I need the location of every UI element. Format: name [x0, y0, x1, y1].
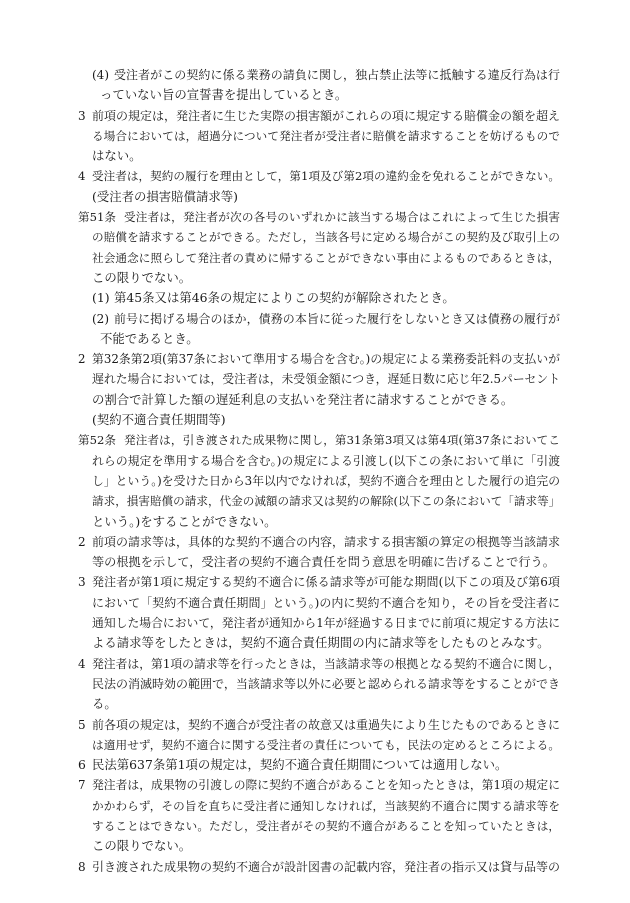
paragraph-number: 4: [78, 169, 86, 184]
text-line: において「契約不適合責任期間」という。)の内に契約不適合を知り，その旨を受注者に: [92, 595, 560, 610]
paragraph-number: 6: [78, 757, 86, 773]
text-line: 通知した場合において，発注者が通知から1年が経過する日までに前項に規定する方法に: [92, 616, 560, 631]
text-line: し」という。)を受けた日から3年以内でなければ，契約不適合を理由とした履行の追完の: [92, 473, 560, 488]
text-line: は適用せず，契約不適合に関する受注者の責任についても，民法の定めるところによる。: [92, 737, 560, 752]
text-line: 不能であるとき。: [100, 330, 199, 346]
subitem-number: (1): [92, 290, 110, 306]
article-caption: (契約不適合責任期間等): [92, 412, 226, 428]
article-number: 第51条: [78, 210, 116, 225]
text-line: という。)をすることができない。: [92, 513, 277, 529]
subitem-2: (2) 前号に掲げる場合のほか，債務の本旨に従った履行をしないとき又は債務の履行が: [78, 309, 560, 329]
paragraph-8: 8 引き渡された成果物の契約不適合が設計図書の記載内容，発注者の指示又は貸与品等の: [78, 857, 560, 877]
text-line: 等の根拠を示して，受注者の契約不適合責任を問う意思を明確に告げることで行う。: [92, 555, 555, 570]
contract-text: [78, 65, 560, 877]
text-line: の賠償を請求することができる。ただし，当該各号に定める場合がこの契約及び取引上の: [92, 230, 560, 245]
paragraph-5: 5 前各項の規定は，契約不適合が受注者の故意又は重過失により生じたものであるときに: [78, 715, 560, 735]
text-line: よる請求等をしたときは，契約不適合責任期間の内に請求等をしたものとみなす。: [92, 635, 550, 651]
text-line: かかわらず，その旨を直ちに受注者に通知しなければ，当該契約不適合に関する請求等を: [92, 798, 560, 813]
text-line: れらの規定を準用する場合を含む。)の規定による引渡し(以下この条において単に「引渡: [92, 453, 560, 468]
paragraph-3: 3 前項の規定は，発注者に生じた実際の損害額がこれらの項に規定する賠償金の額を超え: [78, 106, 560, 126]
paragraph-6: 6 民法第637条第1項の規定は，契約不適合責任期間については適用しない。: [78, 755, 560, 775]
subitem-number: (4): [92, 68, 109, 82]
article-52: 第52条 発注者は，引き渡された成果物に関し，第31条第3項又は第4項(第37条においてこ: [78, 430, 560, 450]
paragraph-number: 3: [78, 108, 86, 123]
subitem-1: (1) 第45条又は第46条の規定によりこの契約が解除されたとき。: [78, 288, 560, 308]
paragraph-2: 2 第32条第2項(第37条において準用する場合を含む。)の規定による業務委託料の支払いが: [78, 349, 560, 369]
text-line: 請求，損害賠償の請求，代金の減額の請求又は契約の解除(以下この条において「請求等」: [92, 494, 561, 509]
text-line: この限りでない。: [92, 838, 192, 854]
article-number: 第52条: [78, 433, 116, 448]
text-line: る場合においては，超過分について発注者が受注者に賠償を請求することを妨げるもので: [92, 128, 560, 143]
paragraph-number: 7: [78, 778, 86, 793]
text-line: 社会通念に照らして発注者の責めに帰することができない事由によるものであるときは，: [92, 250, 560, 265]
subitem-4: (4) 受注者がこの契約に係る業務の請負に関し，独占禁止法等に抵触する違反行為は行: [78, 65, 560, 85]
text-line: することはできない。ただし，受注者がその契約不適合があることを知っていたときは，: [92, 818, 560, 833]
paragraph-number: 2: [78, 352, 86, 367]
article-caption: (受注者の損害賠償請求等): [92, 188, 238, 204]
paragraph-number: 8: [78, 859, 86, 874]
text-line: の割合で計算した額の遅延利息の支払いを発注者に請求することができる。: [92, 391, 514, 407]
paragraph-number: 5: [78, 717, 86, 732]
paragraph-3: 3 発注者が第1項に規定する契約不適合に係る請求等が可能な期間(以下この項及び第6項: [78, 572, 560, 592]
paragraph-4: 4 受注者は，契約の履行を理由として，第1項及び第2項の違約金を免れることができない。: [78, 166, 560, 186]
text-line: この限りでない。: [92, 269, 192, 285]
paragraph-number: 4: [78, 656, 86, 671]
article-51: 第51条 受注者は，発注者が次の各号のいずれかに該当する場合はこれによって生じた損害: [78, 207, 560, 227]
text-line: はない。: [92, 148, 142, 164]
subitem-number: (2): [92, 311, 109, 326]
paragraph-7: 7 発注者は，成果物の引渡しの際に契約不適合があることを知ったときは，第1項の規定に: [78, 775, 560, 795]
paragraph-number: 2: [78, 534, 86, 549]
text-line: っていない旨の宣誓書を提出しているとき。: [100, 87, 348, 103]
text-line: る。: [92, 696, 117, 712]
paragraph-4: 4 発注者は，第1項の請求等を行ったときは，当該請求等の根拠となる契約不適合に関し，: [78, 654, 560, 674]
paragraph-number: 3: [78, 575, 86, 590]
text-line: 遅れた場合においては，受注者は，未受領金額につき，遅延日数に応じ年2.5パーセント: [92, 372, 560, 387]
paragraph-2: 2 前項の請求等は，具体的な契約不適合の内容，請求する損害額の算定の根拠等当該請求: [78, 532, 560, 552]
text-line: 民法の消滅時効の範囲で，当該請求等以外に必要と認められる請求等をすることができ: [92, 676, 560, 691]
